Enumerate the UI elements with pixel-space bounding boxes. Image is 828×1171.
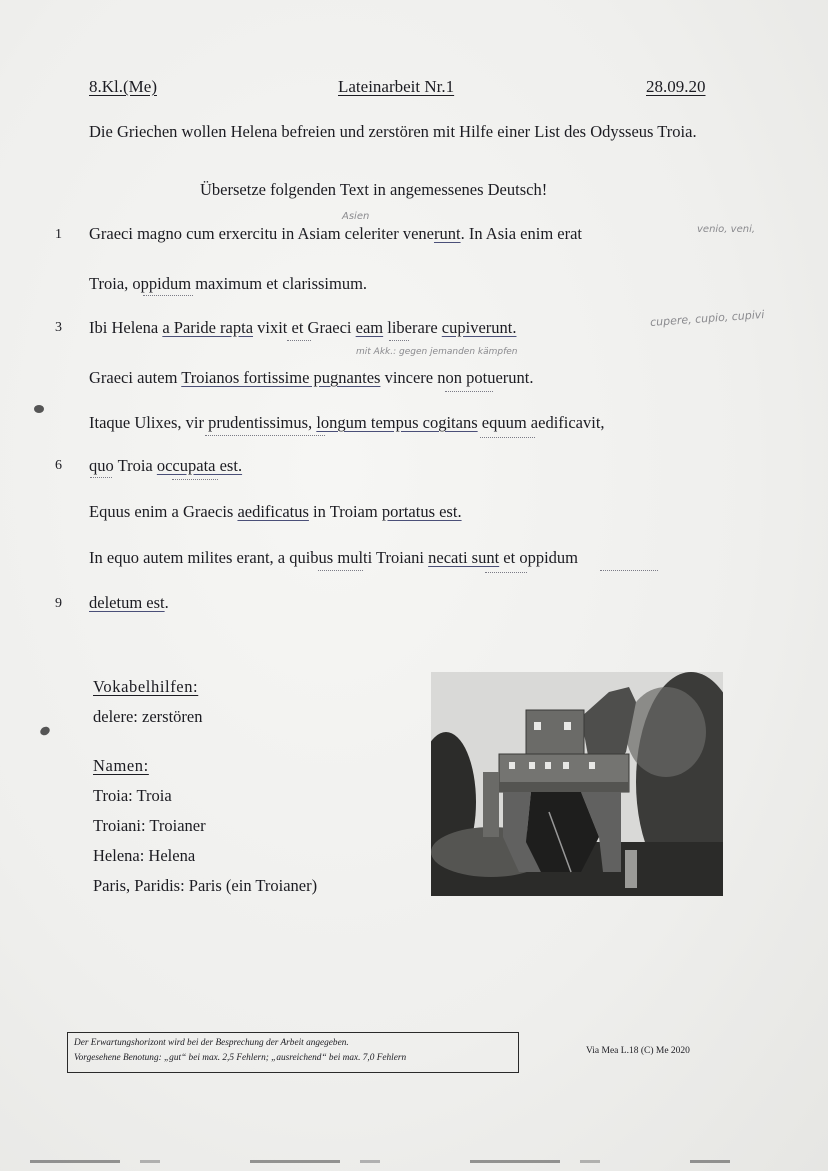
- line-number: 3: [55, 320, 62, 335]
- vocab-item: delere: zerstören: [93, 707, 203, 726]
- squiggle-mark: [389, 336, 409, 341]
- name-item: Troiani: Troianer: [93, 816, 206, 835]
- exam-title: Lateinarbeit Nr.1: [338, 77, 455, 96]
- note-pugnare: mit Akk.: gegen jemanden kämpfen: [356, 347, 518, 357]
- squiggle-mark: [600, 566, 658, 571]
- intro-text: Die Griechen wollen Helena befreien und zerstören mit Hilfe einer List des Odysseus Troia.: [89, 122, 697, 141]
- latin-line-5: Itaque Ulixes, vir prudentissimus, longum tempus cogitans equum aedificavit,: [89, 413, 605, 432]
- note-venio: venio, veni,: [697, 224, 756, 235]
- grading-note-line-2: Vorgesehene Benotung: „gut“ bei max. 2,5 Fehlern; „ausreichend“ bei max. 7,0 Fehlern: [74, 1053, 407, 1063]
- name-item: Troia: Troia: [93, 786, 172, 805]
- line-number: 1: [55, 227, 62, 242]
- scan-edge-artifact: [30, 1160, 730, 1163]
- squiggle-mark: [485, 568, 527, 573]
- latin-line-6: quo Troia occupata est.: [89, 456, 243, 475]
- punch-mark: [34, 405, 44, 413]
- exam-date: 28.09.20: [646, 77, 706, 96]
- name-item: Helena: Helena: [93, 846, 196, 865]
- task-instruction: Übersetze folgenden Text in angemessenes Deutsch!: [200, 180, 548, 199]
- squiggle-mark: [172, 475, 218, 480]
- punch-mark: [39, 725, 52, 737]
- latin-line-4: Graeci autem Troianos fortissime pugnantes vincere non potuerunt.: [89, 368, 534, 387]
- latin-line-2: Troia, oppidum maximum et clarissimum.: [89, 274, 368, 293]
- note-cupere: cupere, cupio, cupivi: [649, 308, 765, 329]
- squiggle-mark: [90, 473, 112, 478]
- squiggle-mark: [143, 291, 193, 296]
- latin-line-8: In equo autem milites erant, a quibus multi Troiani necati sunt et oppidum: [89, 548, 578, 567]
- squiggle-mark: [445, 387, 493, 392]
- class-label: 8.Kl.(Me): [89, 77, 157, 96]
- line-number: 6: [55, 458, 62, 473]
- squiggle-mark: [287, 336, 311, 341]
- trojan-horse-photo: [431, 672, 723, 896]
- names-heading: Namen:: [93, 756, 149, 775]
- name-item: Paris, Paridis: Paris (ein Troianer): [93, 876, 318, 895]
- squiggle-mark: [318, 566, 363, 571]
- grading-note-line-1: Der Erwartungshorizont wird bei der Besprechung der Arbeit angegeben.: [74, 1038, 349, 1048]
- squiggle-mark: [205, 431, 325, 436]
- latin-line-3: Ibi Helena a Paride rapta vixit et Graeci eam liberare cupiverunt.: [89, 318, 517, 337]
- latin-line-1: Graeci magno cum erxercitu in Asiam celeriter venerunt. In Asia enim erat: [89, 224, 582, 243]
- trojan-horse-illustration: [431, 672, 723, 896]
- note-asien: Asien: [342, 211, 370, 222]
- grading-note-box: [67, 1032, 519, 1073]
- line-number: 9: [55, 596, 62, 611]
- copyright-credit: Via Mea L.18 (C) Me 2020: [586, 1046, 690, 1056]
- latin-line-9: deletum est.: [89, 593, 169, 612]
- vocab-heading: Vokabelhilfen:: [93, 677, 199, 696]
- latin-line-7: Equus enim a Graecis aedificatus in Troiam portatus est.: [89, 502, 462, 521]
- squiggle-mark: [480, 433, 535, 438]
